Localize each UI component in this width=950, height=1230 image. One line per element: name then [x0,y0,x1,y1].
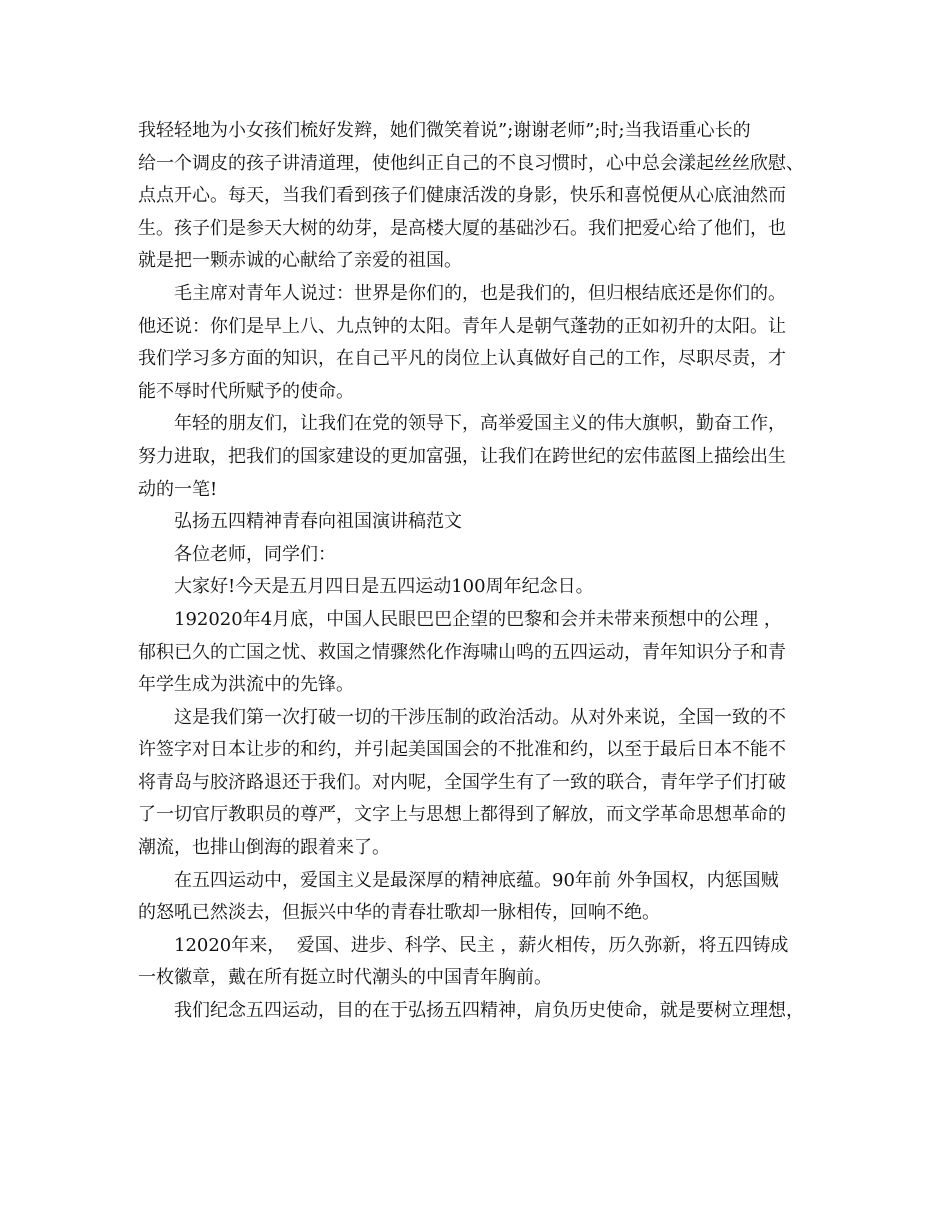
text-line: 这是我们第一次打破一切的干涉压制的政治活动。从对外来说，全国一致的不 [174,706,786,728]
text-line: 12020年来， 爱国、进步、科学、民主 ，薪火相传，历久弥新，将五四铸成 [174,934,789,956]
text-line: 了一切官厅教职员的尊严，文字上与思想上都得到了解放，而文学革命思想革命的 [138,804,786,826]
text-line: 他还说：你们是早上八、九点钟的太阳。青年人是朝气蓬勃的正如初升的太阳。让 [138,315,786,337]
text-line: 的怒吼已然淡去，但振兴中华的青春壮歌却一脉相传，回响不绝。 [138,902,660,924]
text-line: 192020年4月底，中国人民眼巴巴企望的巴黎和会并未带来预想中的公理 ， [174,608,782,630]
text-line: 一枚徽章，戴在所有挺立时代潮头的中国青年胸前。 [138,967,552,989]
text-line: 弘扬五四精神青春向祖国演讲稿范文 [174,511,462,533]
text-line: 给一个调皮的孩子讲清道理，使他纠正自己的不良习惯时，心中总会漾起丝丝欣慰、 [138,152,804,174]
text-line: 郁积已久的亡国之忧、救国之情骤然化作海啸山鸣的五四运动，青年知识分子和青 [138,641,786,663]
document-body [138,115,822,1028]
text-line: 将青岛与胶济路退还于我们。对内呢，全国学生有了一致的联合，青年学子们打破 [138,771,786,793]
text-line: 许签字对日本让步的和约，并引起美国国会的不批准和约，以至于最后日本不能不 [138,739,786,761]
text-line: 毛主席对青年人说过：世界是你们的，也是我们的，但归根结底还是你们的。 [174,282,786,304]
text-line: 我们纪念五四运动，目的在于弘扬五四精神，肩负历史使命，就是要树立理想， [174,1000,804,1022]
text-line: 动的一笔! [138,478,218,500]
text-line: 生。孩子们是参天大树的幼芽，是高楼大厦的基础沙石。我们把爱心给了他们，也 [138,217,786,239]
text-line: 各位老师，同学们： [174,543,336,565]
text-line: 努力进取，把我们的国家建设的更加富强，让我们在跨世纪的宏伟蓝图上描绘出生 [138,445,786,467]
text-line: 年轻的朋友们，让我们在党的领导下，高举爱国主义的伟大旗帜，勤奋工作， [174,413,786,435]
text-line: 潮流，也排山倒海的跟着来了。 [138,837,390,859]
text-line: 我们学习多方面的知识，在自己平凡的岗位上认真做好自己的工作，尽职尽责，才 [138,348,786,370]
text-line: 在五四运动中，爱国主义是最深厚的精神底蕴。90年前 外争国权，内惩国贼 [174,869,779,891]
text-line: 点点开心。每天，当我们看到孩子们健康活泼的身影，快乐和喜悦便从心底油然而 [138,185,786,207]
text-line: 大家好!今天是五月四日是五四运动100周年纪念日。 [174,576,594,598]
text-line: 就是把一颗赤诚的心献给了亲爱的祖国。 [138,250,462,272]
text-line: 年学生成为洪流中的先锋。 [138,674,354,696]
text-line: 能不辱时代所赋予的使命。 [138,380,354,402]
text-line: 我轻轻地为小女孩们梳好发辫，她们微笑着说”;谢谢老师”;时;当我语重心长的 [138,120,751,141]
